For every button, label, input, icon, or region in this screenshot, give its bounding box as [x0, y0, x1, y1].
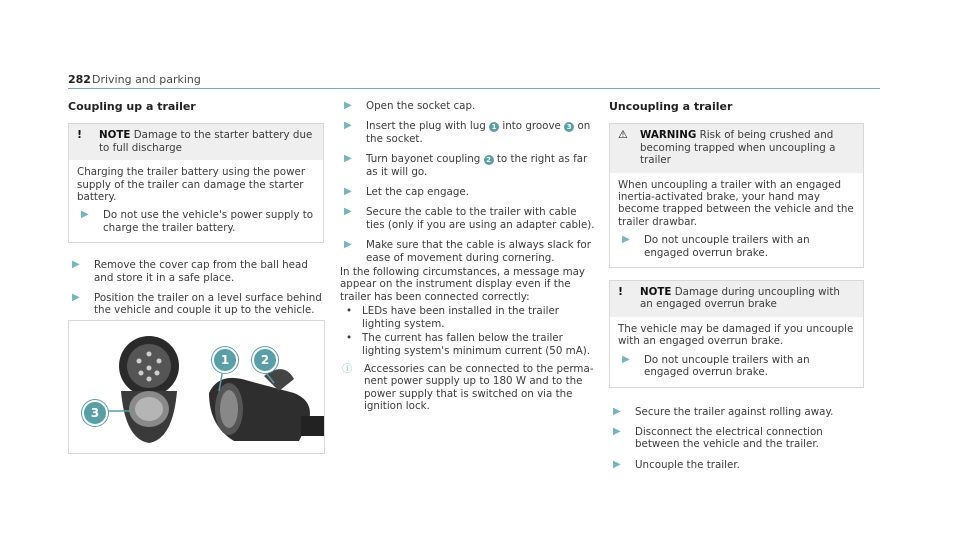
step-arrow-icon: ▶ [622, 234, 630, 246]
note-title: Damage during uncoupling with an engaged overrun brake [640, 286, 840, 311]
step-uncouple: ▶ Uncouple the trailer. [609, 459, 864, 471]
ref-badge-3: 3 [564, 122, 574, 132]
warning-box [609, 123, 864, 268]
bullet-current: • The current has fallen below the trailer lighting system's minimum current (50 mA). [340, 332, 598, 357]
warning-body: When uncoupling a trailer with an engaged inertia-activated brake, your hand may become trapped between the vehicle and the trailer drawbar. [618, 178, 854, 228]
heading-uncoupling: Uncoupling a trailer [609, 100, 733, 113]
column-coupling [68, 98, 324, 325]
page-header [68, 72, 880, 89]
step-arrow-icon: ▶ [344, 153, 352, 165]
step-secure-trailer: ▶ Secure the trailer against rolling away. [609, 406, 864, 418]
section-title: Driving and parking [92, 73, 201, 86]
info-icon: ⓘ [342, 362, 353, 375]
callout-1: 1 [212, 347, 238, 373]
circumstances-paragraph: In the following circumstances, a message may appear on the instrument display even if the trailer has been connected correctly: [340, 266, 586, 303]
step-arrow-icon: ▶ [344, 206, 352, 218]
ref-badge-2: 2 [484, 155, 494, 165]
step-arrow-icon: ▶ [613, 405, 621, 417]
step-cap-engage: ▶ Let the cap engage. [340, 186, 598, 198]
warning-label: WARNING [640, 129, 697, 142]
step-arrow-icon: ▶ [344, 186, 352, 198]
notice-icon: ! [77, 128, 83, 142]
step-position-trailer: ▶ Position the trailer on a level surface behind the vehicle and couple it up to the vehicle. [68, 292, 324, 317]
step-arrow-icon: ▶ [344, 100, 352, 111]
note-box-brake [609, 280, 864, 387]
warning-triangle-icon: ⚠ [618, 128, 628, 142]
note-box-battery [68, 123, 324, 243]
note-step: ▶ Do not use the vehicle's power supply to charge the trailer battery. [77, 209, 315, 234]
step-cable-slack: ▶ Make sure that the cable is always slack for ease of movement during cornering. [340, 239, 598, 264]
note-body: The vehicle may be damaged if you uncouple with an engaged overrun brake. [618, 322, 854, 348]
heading-coupling: Coupling up a trailer [68, 100, 196, 113]
note-title: Damage to the starter battery due to full discharge [99, 129, 313, 154]
callout-3: 3 [82, 400, 108, 426]
step-arrow-icon: ▶ [622, 353, 630, 365]
callout-2: 2 [252, 347, 278, 373]
step-arrow-icon: ▶ [613, 425, 621, 437]
step-secure-cable: ▶ Secure the cable to the trailer with cable ties (only if you are using an adapter cable). [340, 206, 598, 231]
warning-step: ▶ Do not uncouple trailers with an engaged overrun brake. [618, 234, 855, 259]
step-turn-bayonet: ▶ Turn bayonet coupling 2 to the right as far as it will go. [340, 153, 598, 178]
bullet-icon: • [346, 305, 353, 318]
ref-badge-1: 1 [489, 122, 499, 132]
note-label: NOTE [640, 286, 672, 299]
column-uncoupling [609, 98, 864, 479]
note-label: NOTE [99, 129, 131, 142]
warning-title: Risk of being crushed and becoming trapped when uncoupling a trailer [640, 129, 836, 167]
step-disconnect: ▶ Disconnect the electrical connection between the vehicle and the trailer. [609, 426, 864, 451]
step-open-cap: ▶ Open the socket cap. [340, 100, 598, 112]
step-arrow-icon: ▶ [72, 259, 80, 271]
step-remove-cap: ▶ Remove the cover cap from the ball head and store it in a safe place. [68, 259, 324, 284]
step-arrow-icon: ▶ [344, 120, 352, 132]
step-arrow-icon: ▶ [344, 239, 352, 251]
socket-plug-figure [68, 320, 325, 454]
step-arrow-icon: ▶ [613, 458, 621, 470]
accessories-note: ⓘ Accessories can be connected to the permanent power supply up to 180 W and to the power supply that is switched on via the ignition lock. [342, 362, 594, 413]
step-arrow-icon: ▶ [72, 292, 80, 304]
notice-icon: ! [618, 285, 624, 299]
bullet-leds: • LEDs have been installed in the trailer lighting system. [340, 305, 598, 330]
page-number: 282 [68, 73, 91, 86]
note-step: ▶ Do not uncouple trailers with an engaged overrun brake. [618, 354, 855, 379]
socket-plug-illustration [69, 321, 324, 453]
column-coupling-steps [340, 100, 598, 413]
step-insert-plug: ▶ Insert the plug with lug 1 into groove 3 on the socket. [340, 120, 598, 145]
bullet-icon: • [346, 332, 353, 345]
step-arrow-icon: ▶ [81, 209, 89, 221]
note-body: Charging the trailer battery using the power supply of the trailer can damage the starter battery. [77, 166, 306, 204]
